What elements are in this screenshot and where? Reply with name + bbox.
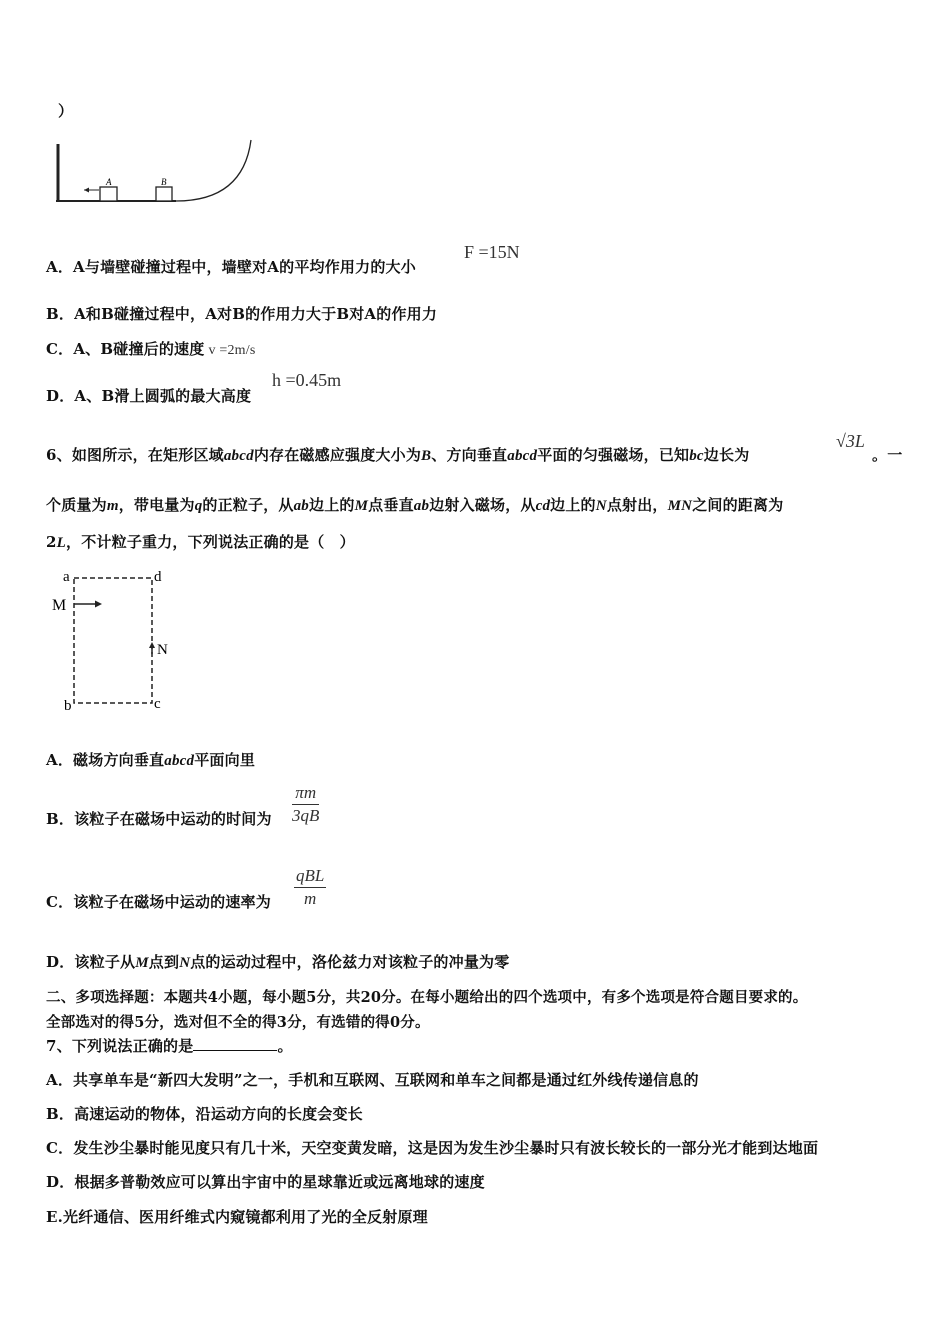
corner-c: c [154,696,161,712]
answer-blank[interactable] [193,1036,277,1051]
label-a: A [106,177,112,187]
q5-option-d[interactable]: D．A、B滑上圆弧的最大高度 [46,387,252,405]
q6-stem-line2: 个质量为m，带电量为q的正粒子，从ab边上的M点垂直ab边射入磁场，从cd边上的N点射出，MN之间的距离为 [46,496,784,514]
point-m: M [52,597,67,614]
field-rectangle [74,578,152,703]
q6-stem-line1: 6、如图所示，在矩形区域abcd内存在磁感应强度大小为B、方向垂直abcd平面的匀强磁场，已知bc边长为 [46,446,750,464]
q7-option-e[interactable]: E.光纤通信、医用纤维式内窥镜都利用了光的全反射原理 [46,1208,428,1226]
corner-d: d [154,569,162,585]
q7-option-c[interactable]: C．发生沙尘暴时能见度只有几十米，天空变黄发暗，这是因为发生沙尘暴时只有波长较长的一部分光才能到达地面 [46,1139,819,1157]
block-b [156,187,172,201]
entry-arrowhead [95,601,102,608]
q6-option-a[interactable]: A．磁场方向垂直abcd平面向里 [46,751,256,769]
q6-option-c-fraction: qBL m [296,866,325,908]
q6-option-b-fraction: $\frac{\pi m}{3qB}$ [292,783,320,825]
q6-option-c[interactable]: C．该粒子在磁场中运动的速率为 [46,893,271,911]
section2-heading-line2: 全部选对的得5分，选对但不全的得3分，有选错的得0分。 [46,1014,430,1031]
q7-stem: 7、下列说法正确的是 。 [46,1037,293,1055]
q7-option-d[interactable]: D．根据多普勒效应可以算出宇宙中的星球靠近或远离地球的速度 [46,1173,485,1191]
q6-stem-line3: 2L，不计粒子重力，下列说法正确的是（ ） [46,533,355,551]
q6-sqrt3l: √3L [836,431,865,451]
corner-a: a [63,569,70,585]
section2-heading-line1: 二、多项选择题：本题共4小题，每小题5分，共20分。在每小题给出的四个选项中，有多个选项是符合题目要求的。 [46,989,808,1006]
corner-b: b [64,698,72,714]
point-n: N [157,642,168,658]
q5-option-d-math: h =0.45m [272,370,342,390]
q6-option-d[interactable]: D．该粒子从M点到N点的运动过程中，洛伦兹力对该粒子的冲量为零 [46,953,510,971]
q5-option-a[interactable]: A．A与墙壁碰撞过程中，墙壁对A的平均作用力的大小 [46,258,416,276]
q5-option-b[interactable]: B．A和B碰撞过程中，A对B的作用力大于B对A的作用力 [46,305,438,323]
velocity-arrowhead [84,188,89,193]
q7-option-a[interactable]: A．共享单车是“新四大发明”之一，手机和互联网、互联网和单车之间都是通过红外线传递信息的 [46,1071,699,1089]
q6-stem-line1-end: 。一 [872,446,903,464]
q5-option-c[interactable]: C．A、B碰撞后的速度 v =2m/s [46,340,256,358]
magnetic-field-figure [44,562,184,717]
q5-option-a-math: F =15N [464,242,520,262]
collision-figure [48,138,258,208]
closing-paren: ） [58,102,74,120]
label-b: B [161,177,167,187]
arc-track [176,140,251,201]
exit-arrowhead [149,642,155,648]
q7-option-b[interactable]: B．高速运动的物体，沿运动方向的长度会变长 [46,1105,363,1123]
block-a [100,187,117,201]
q6-option-b[interactable]: B．该粒子在磁场中运动的时间为 [46,810,272,828]
